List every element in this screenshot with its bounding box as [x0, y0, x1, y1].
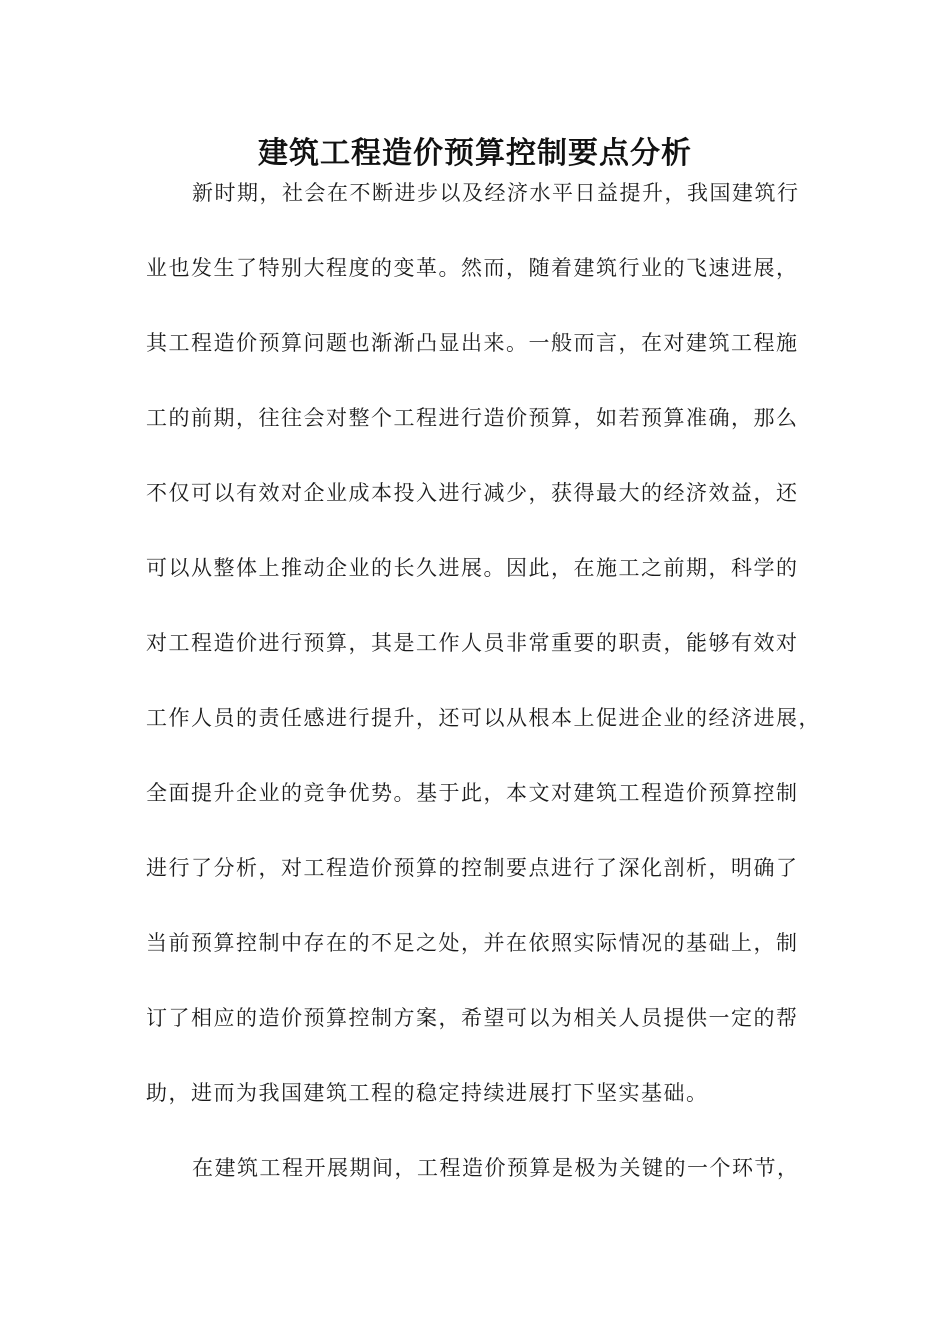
paragraph-line: 助，进而为我国建筑工程的稳定持续进展打下坚实基础。 [146, 1081, 709, 1105]
paragraph-line: 工作人员的责任感进行提升，还可以从根本上促进企业的经济进展， [146, 706, 821, 730]
paragraph-line: 当前预算控制中存在的不足之处，并在依照实际情况的基础上，制 [146, 931, 799, 955]
paragraph-line: 在建筑工程开展期间，工程造价预算是极为关键的一个环节， [192, 1156, 800, 1180]
paragraph-line: 对工程造价进行预算，其是工作人员非常重要的职责，能够有效对 [146, 631, 799, 655]
document-title: 建筑工程造价预算控制要点分析 [258, 136, 692, 171]
paragraph-line: 其工程造价预算问题也渐渐凸显出来。一般而言，在对建筑工程施 [146, 331, 799, 355]
paragraph-line: 进行了分析，对工程造价预算的控制要点进行了深化剖析，明确了 [146, 856, 799, 880]
paragraph-line: 全面提升企业的竞争优势。基于此，本文对建筑工程造价预算控制 [146, 781, 799, 805]
paragraph-line: 新时期，社会在不断进步以及经济水平日益提升，我国建筑行 [192, 181, 800, 205]
paragraph-line: 工的前期，往往会对整个工程进行造价预算，如若预算准确，那么 [146, 406, 799, 430]
paragraph-line: 可以从整体上推动企业的长久进展。因此，在施工之前期，科学的 [146, 556, 799, 580]
paragraph-line: 不仅可以有效对企业成本投入进行减少，获得最大的经济效益，还 [146, 481, 799, 505]
paragraph-line: 订了相应的造价预算控制方案，希望可以为相关人员提供一定的帮 [146, 1006, 799, 1030]
paragraph-line: 业也发生了特别大程度的变革。然而，随着建筑行业的飞速进展， [146, 256, 799, 280]
